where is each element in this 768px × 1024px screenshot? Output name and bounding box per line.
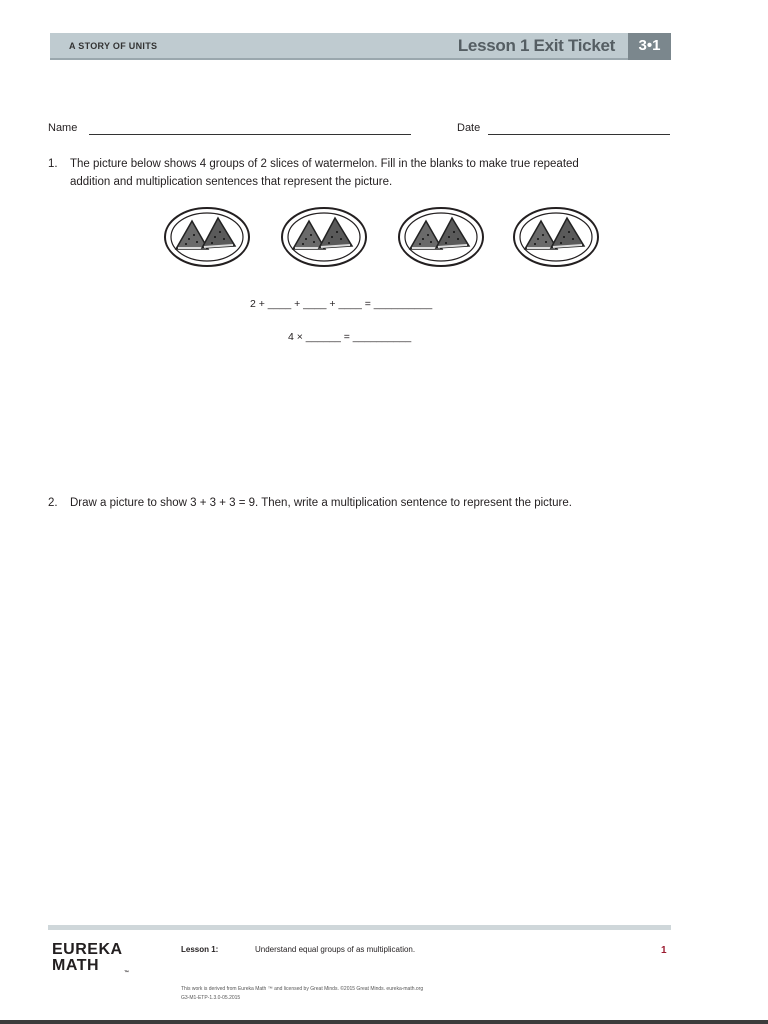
date-field[interactable] bbox=[488, 134, 670, 135]
page-number: 1 bbox=[661, 945, 667, 956]
addition-sentence[interactable]: 2 + ____ + ____ + ____ = __________ bbox=[250, 298, 433, 310]
header-banner bbox=[50, 33, 671, 60]
logo-line2: MATH bbox=[52, 957, 100, 974]
footer-lesson-topic: Understand equal groups of as multiplication. bbox=[255, 945, 416, 954]
footer-code: G3-M1-ETP-1.3.0-05.2015 bbox=[181, 995, 241, 1001]
question-1-number: 1. bbox=[48, 158, 58, 170]
question-2 bbox=[48, 494, 670, 514]
date-label: Date bbox=[457, 122, 481, 134]
watermelon-group bbox=[511, 205, 601, 269]
watermelon-group bbox=[279, 205, 369, 269]
footer-divider bbox=[48, 925, 671, 930]
watermelon-groups bbox=[162, 205, 602, 271]
module-badge: 3•1 bbox=[628, 33, 671, 60]
page-title: Lesson 1 Exit Ticket bbox=[457, 36, 615, 55]
watermelon-slices-icon bbox=[396, 205, 486, 269]
watermelon-slices-icon bbox=[279, 205, 369, 269]
watermelon-group bbox=[396, 205, 486, 269]
question-1-text-line2: addition and multiplication sentences that represent the picture. bbox=[70, 176, 393, 188]
question-2-text: Draw a picture to show 3 + 3 + 3 = 9. Then, write a multiplication sentence to represent the picture. bbox=[70, 497, 572, 509]
watermelon-slices-icon bbox=[162, 205, 252, 269]
footer-credit: This work is derived from Eureka Math ™ and licensed by Great Minds. ©2015 Great Minds. eureka-math.org bbox=[181, 986, 424, 992]
eureka-math-logo bbox=[52, 941, 130, 976]
series-title: A STORY OF UNITS bbox=[69, 41, 158, 51]
name-label: Name bbox=[48, 122, 78, 134]
question-2-number: 2. bbox=[48, 497, 58, 509]
watermelon-group bbox=[162, 205, 252, 269]
watermelon-slices-icon bbox=[511, 205, 601, 269]
name-field[interactable] bbox=[89, 134, 411, 135]
page-bottom-edge bbox=[0, 1020, 768, 1024]
name-date-row bbox=[48, 122, 670, 138]
logo-line1: EUREKA bbox=[52, 941, 123, 958]
logo-trademark: ™ bbox=[124, 970, 130, 976]
multiplication-sentence[interactable]: 4 × ______ = __________ bbox=[288, 331, 412, 343]
footer-lesson-label: Lesson 1: bbox=[181, 945, 219, 954]
question-1-text-line1: The picture below shows 4 groups of 2 slices of watermelon. Fill in the blanks to make true repeated bbox=[70, 158, 579, 170]
question-1 bbox=[48, 155, 670, 195]
